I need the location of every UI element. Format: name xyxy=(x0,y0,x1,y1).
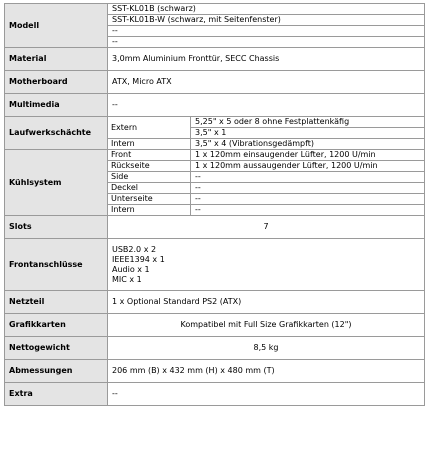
kuehl-pos: Unterseite xyxy=(108,194,191,205)
modell-value-1: SST-KL01B (schwarz) xyxy=(108,4,425,15)
multimedia-value: -- xyxy=(108,94,425,117)
material-value: 3,0mm Aluminium Fronttür, SECC Chassis xyxy=(108,48,425,71)
spec-table xyxy=(4,3,425,406)
modell-value-3: -- xyxy=(108,26,425,37)
laufwerk-extern-label: Extern xyxy=(108,117,191,139)
kuehl-val: -- xyxy=(191,172,425,183)
kuehl-pos: Deckel xyxy=(108,183,191,194)
motherboard-value: ATX, Micro ATX xyxy=(108,71,425,94)
kuehl-pos: Side xyxy=(108,172,191,183)
label-laufwerk: Laufwerkschächte xyxy=(5,117,108,150)
kuehl-val: -- xyxy=(191,205,425,216)
row-material xyxy=(5,48,425,71)
front-value: MIC x 1 xyxy=(112,274,142,284)
kuehl-val: -- xyxy=(191,183,425,194)
grafik-value: Kompatibel mit Full Size Grafikkarten (12") xyxy=(108,314,425,337)
row-laufwerk xyxy=(5,117,425,128)
slots-value: 7 xyxy=(108,216,425,239)
kuehl-pos: Rückseite xyxy=(108,161,191,172)
label-gewicht: Nettogewicht xyxy=(5,337,108,360)
netzteil-value: 1 x Optional Standard PS2 (ATX) xyxy=(108,291,425,314)
laufwerk-extern-value-1: 5,25" x 5 oder 8 ohne Festplattenkäfig xyxy=(191,117,425,128)
laufwerk-intern-value: 3,5" x 4 (Vibrationsgedämpft) xyxy=(191,139,425,150)
kuehl-val: 1 x 120mm einsaugender Lüfter, 1200 U/min xyxy=(191,150,425,161)
extra-value: -- xyxy=(108,383,425,406)
row-slots xyxy=(5,216,425,239)
label-slots: Slots xyxy=(5,216,108,239)
row-grafik xyxy=(5,314,425,337)
front-value: USB2.0 x 2 xyxy=(112,244,157,254)
label-kuehl: Kühlsystem xyxy=(5,150,108,216)
row-netzteil xyxy=(5,291,425,314)
gewicht-value: 8,5 kg xyxy=(108,337,425,360)
label-modell: Modell xyxy=(5,4,108,48)
modell-value-4: -- xyxy=(108,37,425,48)
label-abmess: Abmessungen xyxy=(5,360,108,383)
front-value: Audio x 1 xyxy=(112,264,150,274)
front-values xyxy=(108,239,425,291)
label-extra: Extra xyxy=(5,383,108,406)
kuehl-val: 1 x 120mm aussaugender Lüfter, 1200 U/min xyxy=(191,161,425,172)
laufwerk-extern-value-2: 3,5" x 1 xyxy=(191,128,425,139)
row-kuehl xyxy=(5,150,425,161)
row-modell xyxy=(5,4,425,15)
kuehl-pos: Front xyxy=(108,150,191,161)
row-front xyxy=(5,239,425,291)
abmess-value: 206 mm (B) x 432 mm (H) x 480 mm (T) xyxy=(108,360,425,383)
kuehl-val: -- xyxy=(191,194,425,205)
laufwerk-intern-label: Intern xyxy=(108,139,191,150)
label-multimedia: Multimedia xyxy=(5,94,108,117)
row-abmess xyxy=(5,360,425,383)
modell-value-2: SST-KL01B-W (schwarz, mit Seitenfenster) xyxy=(108,15,425,26)
label-netzteil: Netzteil xyxy=(5,291,108,314)
row-gewicht xyxy=(5,337,425,360)
label-motherboard: Motherboard xyxy=(5,71,108,94)
row-extra xyxy=(5,383,425,406)
label-grafik: Grafikkarten xyxy=(5,314,108,337)
label-material: Material xyxy=(5,48,108,71)
row-multimedia xyxy=(5,94,425,117)
front-value: IEEE1394 x 1 xyxy=(112,254,165,264)
kuehl-pos: Intern xyxy=(108,205,191,216)
label-front: Frontanschlüsse xyxy=(5,239,108,291)
row-motherboard xyxy=(5,71,425,94)
